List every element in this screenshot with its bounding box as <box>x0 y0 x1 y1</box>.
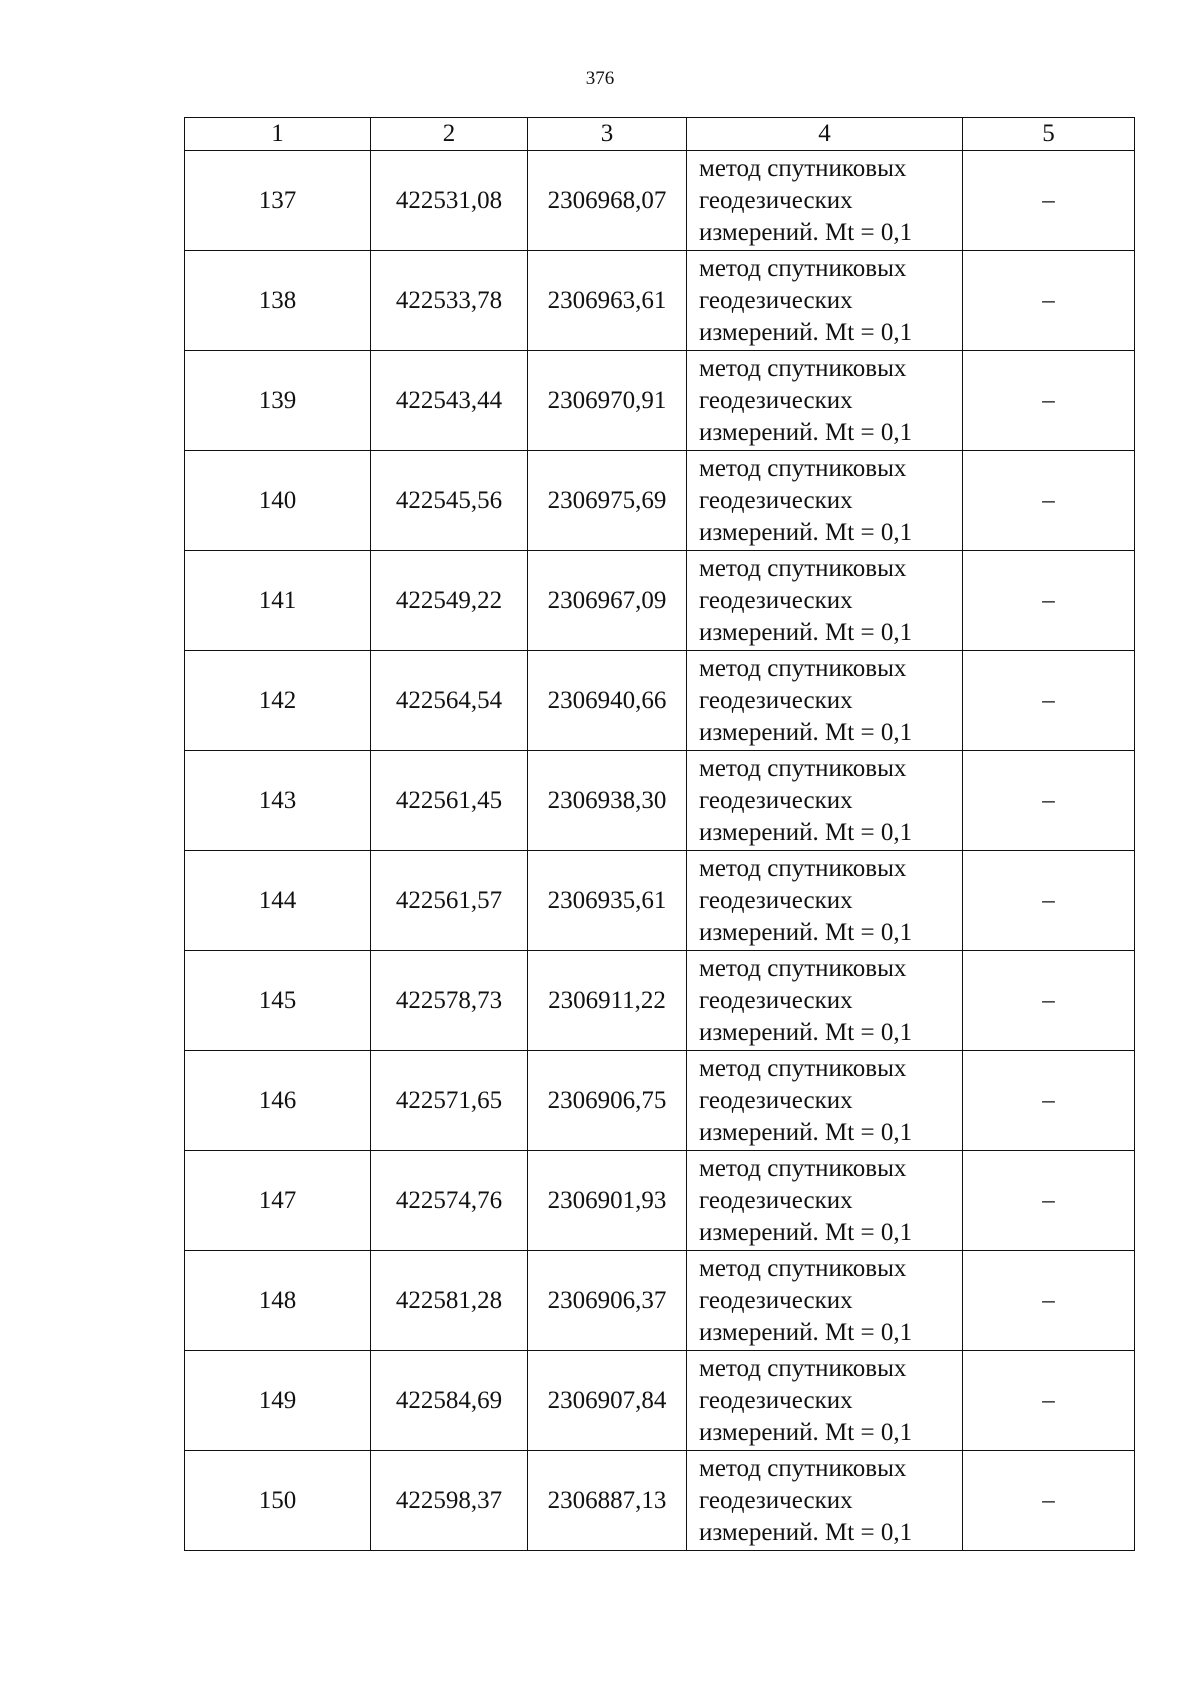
method-text-line: геодезических <box>699 386 853 414</box>
y-coordinate-cell: 2306907,84 <box>528 1351 687 1451</box>
table-row <box>185 1351 1135 1451</box>
method-text-line: измерений. Mt = 0,1 <box>699 518 913 546</box>
method-cell <box>687 251 963 351</box>
y-coordinate-cell: 2306963,61 <box>528 251 687 351</box>
method-text-line: геодезических <box>699 1386 853 1414</box>
point-number-cell: 143 <box>185 751 371 851</box>
method-cell <box>687 151 963 251</box>
method-text-line: измерений. Mt = 0,1 <box>699 418 913 446</box>
point-number-cell: 145 <box>185 951 371 1051</box>
method-text-line: измерений. Mt = 0,1 <box>699 1018 913 1046</box>
note-cell: – <box>963 251 1135 351</box>
method-text-line: метод спутниковых <box>699 1054 907 1082</box>
x-coordinate-cell: 422531,08 <box>371 151 528 251</box>
x-coordinate-cell: 422533,78 <box>371 251 528 351</box>
note-cell: – <box>963 451 1135 551</box>
column-header-5: 5 <box>963 118 1135 151</box>
method-text-line: измерений. Mt = 0,1 <box>699 1418 913 1446</box>
method-text-line: измерений. Mt = 0,1 <box>699 1118 913 1146</box>
method-cell <box>687 1251 963 1351</box>
point-number-cell: 140 <box>185 451 371 551</box>
method-cell <box>687 1451 963 1551</box>
x-coordinate-cell: 422549,22 <box>371 551 528 651</box>
note-cell: – <box>963 1151 1135 1251</box>
method-cell <box>687 1051 963 1151</box>
point-number-cell: 138 <box>185 251 371 351</box>
page-number: 376 <box>585 68 615 89</box>
point-number-cell: 146 <box>185 1051 371 1151</box>
method-text-line: геодезических <box>699 586 853 614</box>
note-cell: – <box>963 651 1135 751</box>
method-text-line: геодезических <box>699 986 853 1014</box>
column-header-1: 1 <box>185 118 371 151</box>
x-coordinate-cell: 422574,76 <box>371 1151 528 1251</box>
method-cell <box>687 451 963 551</box>
method-text-line: измерений. Mt = 0,1 <box>699 218 913 246</box>
method-text-line: метод спутниковых <box>699 1254 907 1282</box>
method-text-line: измерений. Mt = 0,1 <box>699 1218 913 1246</box>
method-text-line: измерений. Mt = 0,1 <box>699 1518 913 1546</box>
method-text-line: измерений. Mt = 0,1 <box>699 918 913 946</box>
method-text-line: метод спутниковых <box>699 1354 907 1382</box>
method-text-line: геодезических <box>699 1486 853 1514</box>
x-coordinate-cell: 422545,56 <box>371 451 528 551</box>
x-coordinate-cell: 422543,44 <box>371 351 528 451</box>
method-cell <box>687 851 963 951</box>
point-number-cell: 139 <box>185 351 371 451</box>
y-coordinate-cell: 2306968,07 <box>528 151 687 251</box>
x-coordinate-cell: 422561,57 <box>371 851 528 951</box>
y-coordinate-cell: 2306906,37 <box>528 1251 687 1351</box>
y-coordinate-cell: 2306975,69 <box>528 451 687 551</box>
method-text-line: геодезических <box>699 1286 853 1314</box>
table-row <box>185 651 1135 751</box>
method-text-line: геодезических <box>699 486 853 514</box>
note-cell: – <box>963 351 1135 451</box>
point-number-cell: 142 <box>185 651 371 751</box>
method-text-line: геодезических <box>699 686 853 714</box>
table-row <box>185 1251 1135 1351</box>
point-number-cell: 148 <box>185 1251 371 1351</box>
point-number-cell: 150 <box>185 1451 371 1551</box>
y-coordinate-cell: 2306935,61 <box>528 851 687 951</box>
method-text-line: измерений. Mt = 0,1 <box>699 718 913 746</box>
method-cell <box>687 1351 963 1451</box>
method-text-line: метод спутниковых <box>699 454 907 482</box>
table-row <box>185 451 1135 551</box>
method-text-line: геодезических <box>699 1086 853 1114</box>
point-number-cell: 137 <box>185 151 371 251</box>
y-coordinate-cell: 2306970,91 <box>528 351 687 451</box>
x-coordinate-cell: 422564,54 <box>371 651 528 751</box>
method-text-line: метод спутниковых <box>699 354 907 382</box>
table-row <box>185 351 1135 451</box>
note-cell: – <box>963 1351 1135 1451</box>
table-row <box>185 1151 1135 1251</box>
method-text-line: геодезических <box>699 1186 853 1214</box>
x-coordinate-cell: 422578,73 <box>371 951 528 1051</box>
x-coordinate-cell: 422584,69 <box>371 1351 528 1451</box>
table-row <box>185 851 1135 951</box>
y-coordinate-cell: 2306906,75 <box>528 1051 687 1151</box>
method-cell <box>687 351 963 451</box>
method-text-line: метод спутниковых <box>699 154 907 182</box>
method-text-line: метод спутниковых <box>699 854 907 882</box>
method-text-line: измерений. Mt = 0,1 <box>699 618 913 646</box>
note-cell: – <box>963 1451 1135 1551</box>
method-text-line: метод спутниковых <box>699 1454 907 1482</box>
method-text-line: метод спутниковых <box>699 754 907 782</box>
method-text-line: метод спутниковых <box>699 1154 907 1182</box>
method-cell <box>687 551 963 651</box>
note-cell: – <box>963 751 1135 851</box>
table-row <box>185 951 1135 1051</box>
method-text-line: метод спутниковых <box>699 954 907 982</box>
y-coordinate-cell: 2306901,93 <box>528 1151 687 1251</box>
method-cell <box>687 651 963 751</box>
method-text-line: метод спутниковых <box>699 254 907 282</box>
point-number-cell: 144 <box>185 851 371 951</box>
method-text-line: геодезических <box>699 786 853 814</box>
y-coordinate-cell: 2306967,09 <box>528 551 687 651</box>
table-header-row <box>185 118 1135 151</box>
table-row <box>185 251 1135 351</box>
method-text-line: измерений. Mt = 0,1 <box>699 1318 913 1346</box>
method-text-line: геодезических <box>699 186 853 214</box>
method-text-line: метод спутниковых <box>699 554 907 582</box>
y-coordinate-cell: 2306911,22 <box>528 951 687 1051</box>
point-number-cell: 149 <box>185 1351 371 1451</box>
y-coordinate-cell: 2306887,13 <box>528 1451 687 1551</box>
x-coordinate-cell: 422561,45 <box>371 751 528 851</box>
x-coordinate-cell: 422598,37 <box>371 1451 528 1551</box>
point-number-cell: 147 <box>185 1151 371 1251</box>
point-number-cell: 141 <box>185 551 371 651</box>
x-coordinate-cell: 422581,28 <box>371 1251 528 1351</box>
table-body <box>185 151 1135 1551</box>
coordinates-table <box>184 117 1135 1551</box>
y-coordinate-cell: 2306940,66 <box>528 651 687 751</box>
method-cell <box>687 951 963 1051</box>
method-cell <box>687 751 963 851</box>
note-cell: – <box>963 951 1135 1051</box>
column-header-3: 3 <box>528 118 687 151</box>
note-cell: – <box>963 551 1135 651</box>
method-text-line: измерений. Mt = 0,1 <box>699 318 913 346</box>
method-text-line: измерений. Mt = 0,1 <box>699 818 913 846</box>
note-cell: – <box>963 1251 1135 1351</box>
table-row <box>185 151 1135 251</box>
note-cell: – <box>963 851 1135 951</box>
column-header-4: 4 <box>687 118 963 151</box>
x-coordinate-cell: 422571,65 <box>371 1051 528 1151</box>
method-text-line: метод спутниковых <box>699 654 907 682</box>
table-row <box>185 551 1135 651</box>
y-coordinate-cell: 2306938,30 <box>528 751 687 851</box>
column-header-2: 2 <box>371 118 528 151</box>
note-cell: – <box>963 151 1135 251</box>
table-row <box>185 1051 1135 1151</box>
table-row <box>185 751 1135 851</box>
note-cell: – <box>963 1051 1135 1151</box>
method-text-line: геодезических <box>699 886 853 914</box>
method-text-line: геодезических <box>699 286 853 314</box>
method-cell <box>687 1151 963 1251</box>
table-row <box>185 1451 1135 1551</box>
